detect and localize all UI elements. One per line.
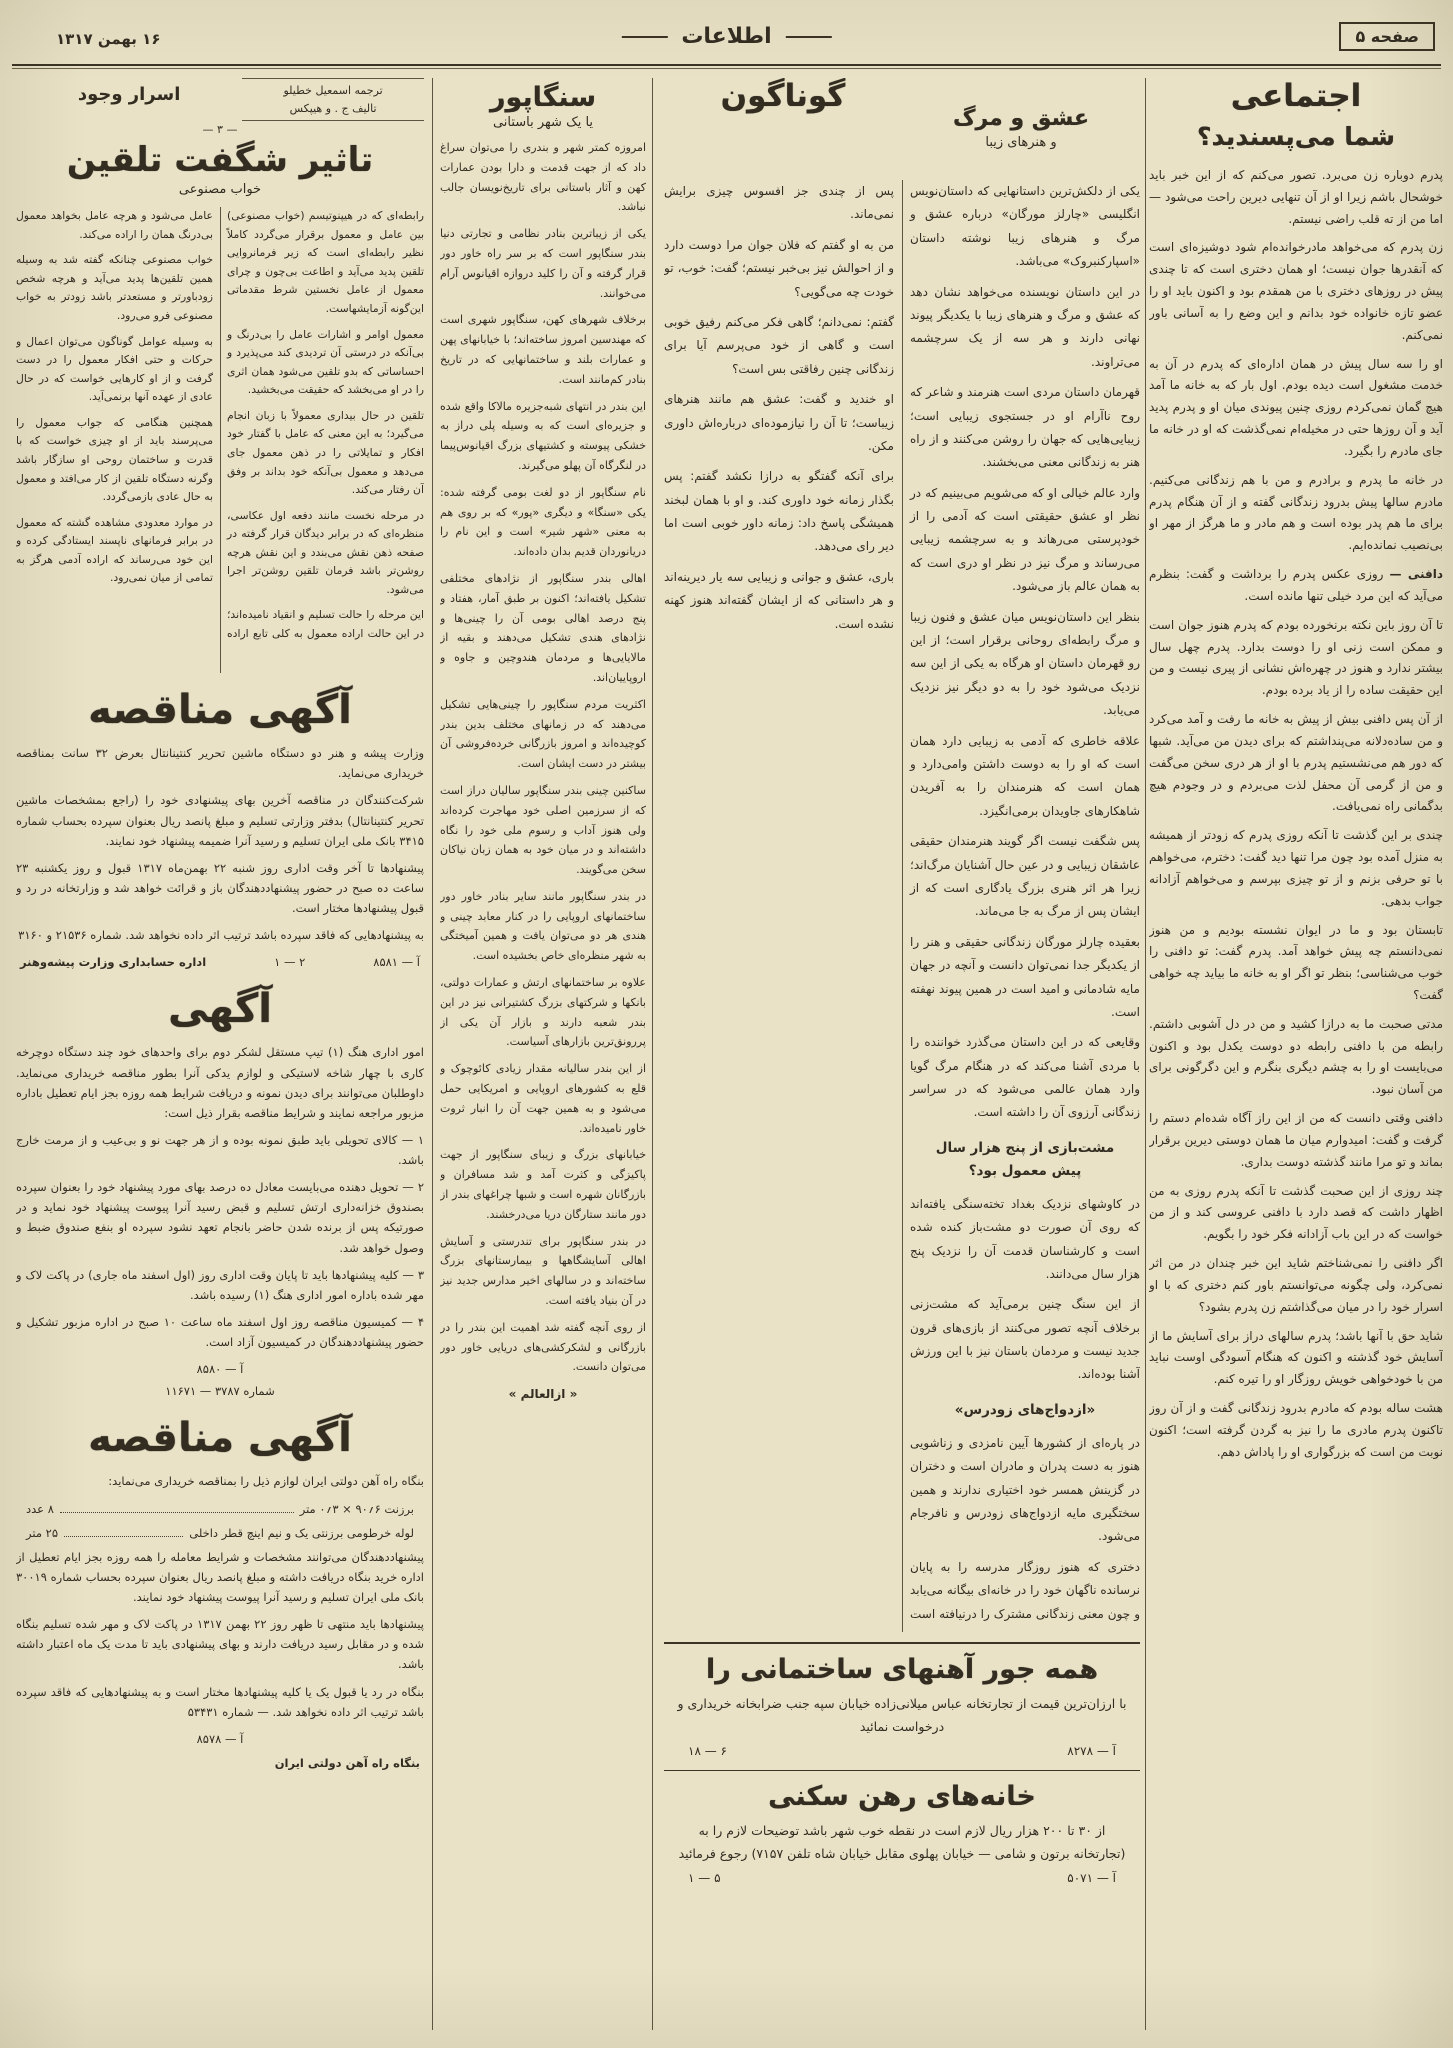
paragraph: در بندر سنگاپور مانند سایر بنادر خاور دور ساختمانهای اروپایی را در کنار معابد چینی و هندی هر دو می‌توان یافت و همین آمیختگی به شهر منظره‌ای خاص بخشیده است. [440,889,646,963]
paragraph: اکثریت مردم سنگاپور را چینی‌هایی تشکیل می‌دهند که در زمانهای مختلف بدین بندر کوچیده‌اند و امروز بازرگانی خرده‌فروشی آن بیشتر در دست ایشان است. [440,697,646,771]
condition-item: ۲ — تحویل دهنده می‌بایست معادل ده درصد بهای مورد پیشنهاد خود را بعنوان سپرده بصندوق خزانه‌داری ارتش تسلیم و قبض رسید آنرا پیوست پیشنهاد خود نماید و در صورتیکه پس از برنده شدن حاضر بانجام تعهد نشود سپرده او بنفع صندوق ضبط و وصول خواهد شد. [16,1180,424,1255]
paragraph: گفتم: نمی‌دانم؛ گاهی فکر می‌کنم رفیق خوبی است و گاهی از خود می‌پرسم آیا برای زندگانی چنین رفاقتی بس است؟ [664,314,894,376]
masthead-title: اطلاعات [681,24,772,49]
paragraph: برخلاف شهرهای کهن، سنگاپور شهری است که مهندسین امروز ساخته‌اند؛ با خیابانهای پهن و عمارات بلند و ساختمانهایی که در تاریخ بنادر کم‌مانند است. [440,313,646,386]
tender-item-row [26,1499,414,1519]
paragraph: ساکنین چینی بندر سنگاپور سالیان دراز است که از سرزمین اصلی خود مهاجرت کرده‌اند ولی هنوز آداب و رسوم ملی خود را نگاه داشته‌اند و در میان خود به همان زبان نیاکان سخن می‌گویند. [440,783,646,877]
paragraph: اهالی بندر سنگاپور از نژادهای مختلفی تشکیل یافته‌اند؛ اکنون بر طبق آمار، هفتاد و پنج درصد اهالی بومی آن را چینی‌ها و نژادهای هندی تشکیل می‌دهند و بقیه از مالایایی‌ها و مردمان هندوچین و جاوه و اروپاییان‌اند. [440,571,646,684]
column-singapore [440,78,646,2030]
ad-homes-title: خانه‌های رهن سکنی [768,1781,1036,1812]
paragraph: خیابانهای بزرگ و زیبای سنگاپور از جهت پاکیزگی و کثرت آمد و شد مسافران و بازرگانان شهره است و شبها چراغهای بندر از دور مانند ستارگان دریا می‌درخشند. [440,1148,646,1221]
agahi-body [16,1042,424,1401]
paragraph: در بندر سنگاپور برای تندرستی و آسایش اهالی آسایشگاهها و بیمارستانهای بزرگ ساخته‌اند و در سالهای اخیر مدارس جدید نیز در آن بنیاد یافته است. [440,1234,646,1308]
notice-serial: شماره ۳۷۸۷ — ۱۱۶۷۱ [165,1384,275,1399]
article-subtitle-talghin: خواب مصنوعی [178,182,262,198]
paragraph: نام سنگاپور از دو لغت بومی گرفته شده: یکی «سنگا» و دیگری «پور» که بر روی هم به معنی «شهر شیر» است و این نام را دریانوردان قدیم بدان داده‌اند. [440,485,646,559]
article-title-singapore: سنگاپور [489,82,597,113]
gunagun-header [664,78,1140,180]
header-rule [12,64,1441,66]
tender-item-row [26,1523,414,1543]
paragraph: باری، عشق و جوانی و زیبایی سه یار دیرینه‌اند و هر داستانی که از ایشان گفته‌اند هنوز کهنه نشده است. [664,569,894,631]
paragraph: همچنین هنگامی که جواب معمول را می‌پرسند باید از او چیزی خواست که با قدرت و ساختمان روحی او سازگار باشد وگرنه دستگاه تلقین از کار می‌افتد و معمول به حال عادی بازمی‌گردد. [16,415,213,504]
paragraph: او را سه سال پیش در همان اداره‌ای که پدرم در آن به خدمت مشغول است دیده بودم. اول بار که به خانه ما آمد هیچ گمان نمی‌کردم روزی چنین پیوندی میان او و پدرم پدید آید و آن روزها حتی در مخیله‌ام نمی‌گذشت که او در خانه ما جای مادرم را بگیرد. [1149,356,1443,458]
condition-item: ۱ — کالای تحویلی باید طبق نمونه بوده و از هر جهت نو و بی‌عیب و از مرمت خارج باشد. [16,1132,424,1168]
column-gunagun [664,78,1140,2030]
paragraph: در مرحله نخست مانند دفعه اول عکاسی، منظره‌ای که در برابر دیدگان قرار گرفته در صفحه ذهن نقش می‌بندد و این نقش هرچه روشن‌تر باشد فرمان تلقین روشن‌تر اجرا می‌شود. [227,508,424,596]
paragraph: به پیشنهادهایی که فاقد سپرده باشد ترتیب اثر داده نخواهد شد. شماره ۲۱۵۳۶ و ۳۱۶۰ [18,928,424,943]
masthead [621,24,831,49]
paragraph: در کاوشهای نزدیک بغداد تخته‌سنگی یافته‌اند که روی آن صورت دو مشت‌باز کنده شده است و کارشناسان قدمت آن را نزدیک پنج هزار سال می‌دانند. [910,1196,1140,1281]
item-quantity: ۸ عدد [26,1501,54,1516]
ad-ref: ۶ — ۱۸ [688,1744,727,1758]
paragraph: این مرحله را حالت تسلیم و انقیاد نامیده‌اند؛ در این حالت اراده معمول به کلی تابع اراده عامل می‌شود و هرچه عامل بخواهد معمول بی‌درنگ همان را اراده می‌کند. [16,209,424,640]
notice-title-agahi: آگهی [168,986,272,1033]
paragraph: پس شگفت نیست اگر گویند هنرمندان حقیقی عاشقان زیبایی و در عین حال آشنایان مرگ‌اند؛ زیرا هر اثر هنری بزرگ یادگاری است که از ایشان پس از مرگ به جا می‌ماند. [910,834,1140,919]
item-name: برزنت ۶؍۹۰ × ۳؍۰ متر [299,1501,414,1516]
item-quantity: ۲۵ متر [26,1525,58,1540]
masthead-ornament-left [621,36,667,38]
gunagun-ornament-cell [664,78,902,114]
notice-signature: اداره حسابداری وزارت پیشه‌وهنر [20,955,207,970]
paragraph: شرکت‌کنندگان در مناقصه آخرین بهای پیشنهادی خود را (راجع بمشخصات ماشین تحریر کنتینانتال) بدفتر وزارتی تسلیم و مبلغ پانصد ریال بعنوان سپرده بحساب شماره ۳۴۱۵ بانک ملی ایران تسلیم و رسید آنرا ضمیمه پیشنهاد خود نمایند. [16,793,424,848]
paragraph-group [1149,615,1443,1464]
paragraph: مدتی صحبت ما به درازا کشید و من در دل آشوبی داشتم. رابطه من با دافنی رابطه دو دوست یکدل بود و اکنون می‌بایست او را به چشم دیگری بنگرم و این دگرگونی برای من آسان نبود. [1149,1016,1443,1097]
notice-ref: آ — ۸۵۷۸ [196,1731,244,1746]
paragraph: از آن پس دافنی بیش از پیش به خانه ما رفت و آمد می‌کرد و من ساده‌دلانه می‌پنداشتم که برای دیدن من می‌آید. شبها که دور هم می‌نشستیم پدرم با او از هر دری سخن می‌گفت و من از گرمی آن محفل لذت می‌بردم و در وجودم هیچ بدگمانی راه نمی‌یافت. [1149,712,1443,814]
paragraph-group [910,1193,1140,1387]
tender2-body [16,1471,424,1773]
ad-homes-body: از ۳۰ تا ۲۰۰ هزار ریال لازم است در نقطه خوب شهر باشد توضیحات لازم را به (تجارتخانه برتون و شامی — خیابان پهلوی مقابل خیابان شاه تلفن ۷۱۵۷) رجوع فرمائید [678,1823,1126,1861]
paragraph: بنظر این داستان‌نویس میان عشق و فنون زیبا و مرگ رابطه‌ای روحانی برقرار است؛ از این رو قهرمان داستان او هرگاه به یکی از این سه نزدیک می‌شود خود را به دو دیگر نیز نزدیک می‌یابد. [910,609,1140,718]
page-number-box: صفحه ۵ [1339,22,1435,51]
notice-intro: بنگاه راه آهن دولتی ایران لوازم ذیل را بمناقصه خریداری می‌نماید: [108,1474,424,1489]
column-ejtemai [1149,78,1443,2030]
ad-homes-refs [664,1865,1140,1887]
numbered-conditions [16,1130,424,1352]
item-name: لوله خرطومی برزنتی یک و نیم اینچ قطر داخلی [189,1525,414,1540]
lead-paragraph [1149,564,1443,608]
masthead-ornament-right [786,36,832,38]
paragraph-group [1149,165,1443,557]
notice-title-tender1: آگهی مناقصه [88,687,352,734]
ad-iron-refs [664,1738,1140,1760]
notice-title-tender2: آگهی مناقصه [88,1415,352,1462]
paragraph: چندی بر این گذشت تا آنکه روزی پدرم که زودتر از همیشه به منزل آمده بود چون مرا تنها دید گفت: دخترم، می‌خواهم با تو حرفی بزنم و از تو چیزی بپرسم و می‌خواهم آزادانه جواب بدهی. [1149,828,1443,908]
paragraph: یکی از دلکش‌ترین داستانهایی که داستان‌نویس انگلیسی «چارلز مورگان» درباره عشق و مرگ و هنرهای زیبا نوشته داستان «اسپارکنبروک» می‌باشد. [910,184,1140,269]
paragraph: برای آنکه گفتگو به درازا نکشد گفتم: پس بگذار زمانه خود داوری کند. و او با همان لبخند همیشگی پاسخ داد: زمانه داور خوبی است اما دیر رای می‌دهد. [664,469,894,554]
notice-ref: ۲ — ۱ [274,955,306,970]
paragraph: در خانه ما پدرم و برادرم و من با هم زندگانی می‌کنیم. مادرم سالها پیش بدرود زندگانی گفته و از آن هنگام پدرم برای ما هم پدر بوده است و هم مادر و ما هرگز از مهر او بی‌نصیب نمانده‌ایم. [1149,472,1443,553]
paragraph: در پاره‌ای از کشورها آیین نامزدی و زناشویی هنوز به دست پدران و مادران است و دختران در گزینش همسر خود اختیاری ندارند و همین سختگیری مایه ازدواج‌های زودرس و نافرجام می‌شود. [910,1435,1140,1544]
paragraph: در موارد معدودی مشاهده گشته که معمول در برابر فرمانهای ناپسند ایستادگی کرده و این خود می‌رساند که اراده آدمی هرگز به تمامی از میان نمی‌رود. [16,515,213,585]
column-divider [432,78,433,2030]
ad-ref: آ — ۸۲۷۸ [1067,1744,1116,1758]
paragraph-group [16,207,424,673]
paragraph: به وسیله عوامل گوناگون می‌توان اعمال و حرکات و حتی افکار معمول را در دست گرفت و از او کارهایی خواست که در حال عادی از عهده آنها برنمی‌آید. [16,334,213,404]
paragraph: هشت ساله بودم که مادرم بدرود زندگانی گفت و از آن روز تاکنون پدرم مادری ما را نیز به گردن گرفته است؛ اکنون نوبت من است که بزرگواری او را پاداش دهم. [1149,1401,1443,1459]
paragraph-group [16,1547,424,1722]
ad-iron-title: همه جور آهنهای ساختمانی را [705,1654,1099,1685]
paragraph: از روی آنچه گفته شد اهمیت این بندر را در بازرگانی و لشکرکشی‌های دریایی خاور دور می‌توان دانست. [440,1320,646,1374]
paragraph: علاقه خاطری که آدمی به زیبایی دارد همان است که او را به دوست داشتن وامی‌دارد و همان است که هنرمندان را به آفریدن شاهکارهای جاویدان برمی‌انگیزد. [910,733,1140,818]
subhead-ezdevaj: «ازدواج‌های زودرس» [954,1401,1096,1418]
tender1-footer [20,952,420,972]
dot-leader [64,1536,183,1537]
paragraph: در این داستان نویسنده می‌خواهد نشان دهد که عشق و مرگ و هنرهای زیبا با یکدیگر پیوند نهانی دارند و هر سه از یک سرچشمه می‌تراوند. [910,284,1140,369]
paragraph: وارد عالم خیالی او که می‌شویم می‌بینیم که در نظر او عشق حقیقتی است که آدمی را از خودپرستی می‌رهاند و به سرچشمه زیبایی می‌رساند و مرگ نیز در نظر او دری است که به همان عالم باز می‌شود. [910,485,1140,594]
paragraph: امروزه کمتر شهر و بندری را می‌توان سراغ داد که از جهت قدمت و دارا بودن عمارات کهن و آثار باستانی برای تاریخ‌نویسان جالب نباشد. [440,141,646,214]
paragraph: وزارت پیشه و هنر دو دستگاه ماشین تحریر کنتینانتال بعرض ۳۲ سانت بمناقصه خریداری می‌نماید. [16,746,424,781]
notice-signature: بنگاه راه آهن دولتی ایران [274,1755,420,1770]
paragraph: بعقیده چارلز مورگان زندگانی حقیقی و هنر را از یکدیگر جدا نمی‌توان دانست و آنچه در جهان مایه شادمانی و امید است در همین پیوند نهفته است. [910,934,1140,1019]
column-left [16,78,424,2030]
notice-ref: آ — ۸۵۸۰ [196,1362,244,1377]
paragraph: از این سنگ چنین برمی‌آید که مشت‌زنی برخلاف آنچه تصور می‌کنند از بازی‌های قرون جدید نیست و مردمان باستان نیز با این ورزش آشنا بوده‌اند. [910,1297,1140,1382]
paragraph: پیشنهاددهندگان می‌توانند مشخصات و شرایط معامله را همه روزه بجز ایام تعطیل از اداره خرید بنگاه دریافت داشته و مبلغ پانصد ریال بعنوان سپرده بحساب شماره ۳۰۰۱۹ بانک ملی ایران تسلیم و رسید آنرا پیوست پیشنهاد خود نمایند. [16,1549,424,1605]
paragraph-group [910,180,1140,1125]
condition-item: ۳ — کلیه پیشنهادها باید تا پایان وقت اداری روز (اول اسفند ماه جاری) در پاکت لاک و مهر شده باداره امور اداری هنگ (۱) رسیده باشد. [16,1267,424,1302]
tender1-body [16,743,424,972]
ad-homes [664,1770,1140,1887]
paragraph: علاوه بر ساختمانهای ارتش و عمارات دولتی، بانکها و شرکتهای بزرگ کشتیرانی نیز در این بندر شعبه دارند و بازار آن یکی از پررونق‌ترین بازارهای آسیاست. [440,976,646,1049]
article-title-talghin: تاثیر شگفت تلقین [66,140,374,181]
section-header-gunagun: گوناگون [720,78,846,114]
article-title-eshgh-o-marg: عشق و مرگ [952,106,1090,131]
paragraph: از این بندر سالیانه مقدار زیادی کائوچوک و قلع به کشورهای اروپایی و امریکایی حمل می‌شود و به همین جهت آن را انبار ثروت خاور نامیده‌اند. [440,1062,646,1135]
paragraph: دختری که هنوز روزگار مدرسه را به پایان نرسانده ناگهان خود را در خانه‌ای بیگانه می‌یابد و چون معنی زندگانی مشترک را درنیافته است پس از چندی جز افسوس چیزی برایش نمی‌ماند. [664,184,1140,1621]
paragraph: تا آن روز باین نکته برنخورده بودم که پدرم هنوز جوان است و ممکن است زنی او را دوست بدارد. پدرم چهل سال بیشتر ندارد و هنوز در چهره‌اش نشانی از پیری نیست و من این حقیقت ساده را از یاد برده بودم. [1149,617,1443,698]
paragraph: بنگاه در رد یا قبول یک یا کلیه پیشنهادها مختار است و به پیشنهادهایی که فاقد سپرده باشد ترتیب اثر داده نخواهد شد. — شماره ۵۳۴۳۱ [16,1684,424,1719]
series-kicker-asrar-vojud: اسرار وجود [77,84,181,105]
tender-items [16,1499,424,1543]
ad-iron [664,1642,1140,1760]
paragraph: این بندر در انتهای شبه‌جزیره مالاکا واقع شده و جزیره‌ای است که به وسیله پلی دراز به خشکی پیوسته و کشتیهای بزرگ اقیانوس‌پیما در لنگرگاه آن پهلو می‌گیرند. [440,399,646,472]
paragraph: چند روزی از این صحبت گذشت تا آنکه پدرم روزی به من اظهار داشت که قصد دارد با دافنی عروسی کند و از من خواست که در این باب آزادانه فکر خود را بگویم. [1149,1183,1443,1242]
paragraph: وقایعی که در این داستان می‌گذرد خواننده را با مردی آشنا می‌کند که در هنگام مرگ گویا وارد همان عالمی می‌شود که در سراسر زندگانی آرزوی آن را داشته است. [910,1035,1140,1120]
paragraph: معمول اوامر و اشارات عامل را بی‌درنگ و بی‌آنکه در درستی آن تردیدی کند می‌پذیرد و احساساتی که بدو تلقین می‌شود همان اثری را در او می‌بخشد که حقیقت می‌بخشید. [227,327,424,397]
paragraph: قهرمان داستان مردی است هنرمند و شاعر که روح ناآرام او در جستجوی زیبایی است؛ زیبایی‌هایی که جهان را روشن می‌کنند و از راه هنر به زندگانی معنی می‌بخشند. [910,385,1140,470]
paragraph: شاید حق با آنها باشد؛ پدرم سالهای دراز برای آسایش ما از آسایش خود گذشته و اکنون که هنگام آسودگی اوست نباید من با خودخواهی خویش روزگار او را تیره کنم. [1149,1328,1443,1387]
tender2-footer [20,1753,420,1773]
paragraph: پیشنهادها تا آخر وقت اداری روز شنبه ۲۲ بهمن‌ماه ۱۳۱۷ قبول و روز یکشنبه ۲۳ ساعت ده صبح در حضور پیشنهاددهندگان باز و قرائت خواهد شد و وزارتخانه در رد و قبول پیشنهادها مختار است. [16,860,424,916]
article-subtitle-singapore: یا یک شهر باستانی [492,115,594,130]
translator-credit: ترجمه اسمعیل خطیلو [283,84,383,97]
gunagun-article-head [902,78,1140,150]
dot-leader [60,1512,294,1513]
asrar-body [16,207,424,673]
paragraph-group [16,743,424,945]
paragraph: اگر دافنی را نمی‌شناختم شاید این خبر چندان در من اثر نمی‌کرد، ولی چگونه می‌توانستم باور کنم دختری که با او اسرار خود را در میان می‌گذاشتم زن پدرم بشود؟ [1149,1256,1443,1314]
lead-text: روزی عکس پدرم را برداشت و گفت: بنظرم می‌آید که این مرد خیلی تنها مانده است. [1149,567,1443,603]
ad-ref: ۵ — ۱ [688,1871,721,1885]
paragraph: خواب مصنوعی چنانکه گفته شد به وسیله همین تلقین‌ها پدید می‌آید و هرچه شخص زودباورتر و مستعدتر باشد زودتر به خواب مصنوعی فرو می‌رود. [16,253,213,322]
paragraph: یکی از زیباترین بنادر نظامی و تجارتی دنیا بندر سنگاپور است که بر سر راه خاور دور قرار گرفته و آن را کلید دروازه اقیانوس آرام می‌خوانند. [440,227,646,300]
paragraph-group [440,138,646,1377]
section-header-ejtemai: اجتماعی [1230,78,1362,114]
column-divider [1145,78,1146,2030]
paragraph: تابستان بود و ما در ایوان نشسته بودیم و من هنوز نمی‌دانستم چه پیش خواهد آمد. پدرم گفت: تو دافنی را خوب می‌شناسی؛ بنظر تو اگر او به خانه ما بیاید چه خواهی گفت؟ [1149,922,1443,1002]
source-note: « ازالعالم » [508,1387,578,1402]
paragraph: رابطه‌ای که در هیپنوتیسم (خواب مصنوعی) بین عامل و معمول برقرار می‌گردد کاملاً نظیر رابطه‌ای است که زیر فرمانروایی تلقین پدید می‌آید و اطاعت بی‌چون و چرای معمول از عامل نخستین شرط مقدماتی این‌گونه آزمایشهاست. [227,209,424,315]
paragraph: دافنی وقتی دانست که من از این راز آگاه شده‌ام دستم را گرفت و گفت: امیدوارم میان ما همان دوستی دیرین برقرار بماند و تو مرا مانند گذشته دوست بداری. [1149,1111,1443,1169]
condition-item: ۴ — کمیسیون مناقصه روز اول اسفند ماه ساعت ۱۰ صبح در اداره مزبور تشکیل و حضور پیشنهاددهندگان در کمیسیون آزاد است. [16,1314,424,1350]
ad-iron-body: با ارزان‌ترین قیمت از تجارتخانه عباس میلانی‌زاده خیابان سپه جنب ضرابخانه خریداری و درخواست نمائید [677,1696,1127,1734]
gunagun-body [664,180,1140,1632]
author-credit: تالیف ج . و هیپکس [289,101,377,115]
notice-intro: امور اداری هنگ (۱) تیپ مستقل لشکر دوم برای واحدهای خود چند دستگاه دوچرخه کاری با چهار شاخه لاستیکی و لوازم یدکی آنرا بطور مناقصه خریداری می‌نماید. داوطلبان می‌توانند برای دیدن نمونه و دریافت شرایط همه روزه بجز ایام تعطیل باداره مزبور مراجعه نمایند و شرایط مناقصه بقرار ذیل است: [16,1045,424,1120]
paragraph: زن پدرم که می‌خواهد مادرخوانده‌ام شود دوشیزه‌ای است که آنقدرها جوان نیست؛ او همان دختری است که تا چندی پیش در روزهای دختری با من همقدم بود و اکنون باید او را عضو تازه خانواده خود بدانم و این وضع را به آسانی باور نمی‌کنم. [1149,240,1443,342]
notice-ref: آ — ۸۵۸۱ [373,955,420,970]
ad-ref: آ — ۵۰۷۱ [1067,1871,1116,1885]
lead-name: دافنی — [1389,567,1443,582]
singapore-body [440,138,646,1406]
paragraph: پدرم دوباره زن می‌برد. تصور می‌کنم که از این خبر باید خوشحال باشم زیرا او از آن تنهایی دیرین راحت می‌شود — اما من از ته قلب راضی نیستم. [1149,168,1443,226]
header-rule-thin [12,68,1441,69]
paragraph: تلقین در حال بیداری معمولاً با زبان انجام می‌گیرد؛ به این معنی که عامل با گفتار خود افکار و تمایلاتی را در ذهن معمول جای می‌دهد و معمول بی‌آنکه خود بداند بر وفق آن رفتار می‌کند. [227,408,424,497]
paragraph: من به او گفتم که فلان جوان مرا دوست دارد و از احوالش نیز بی‌خبر نیستم؛ گفت: خوب، تو خودت چه می‌گویی؟ [664,237,894,299]
column-divider [652,78,653,2030]
asrar-header [16,78,424,121]
asrar-credits [242,78,424,121]
part-number: — ۳ — [202,123,238,137]
article-title-shoma-mipasandid: شما می‌پسندید؟ [1196,122,1395,151]
subhead-mosht-bazi: مشت‌بازی از پنج هزار سال پیش معمول بود؟ [935,1139,1115,1179]
paragraph: پیشنهادها باید منتهی تا ظهر روز ۲۲ بهمن ۱۳۱۷ در پاکت لاک و مهر شده تسلیم بنگاه شده و در مقابل رسید دریافت دارند و بهای پیشنهادی باید تا مدت یک ماه اعتبار داشته باشد. [16,1617,424,1672]
paragraph: او خندید و گفت: عشق هم مانند هنرهای زیباست؛ تا آن را نیازموده‌ای درباره‌اش داوری مکن. [664,392,894,453]
article-subtitle: و هنرهای زیبا [985,135,1057,150]
article-body [1149,165,1443,1464]
dateline: ۱۶ بهمن ۱۳۱۷ [56,30,161,48]
